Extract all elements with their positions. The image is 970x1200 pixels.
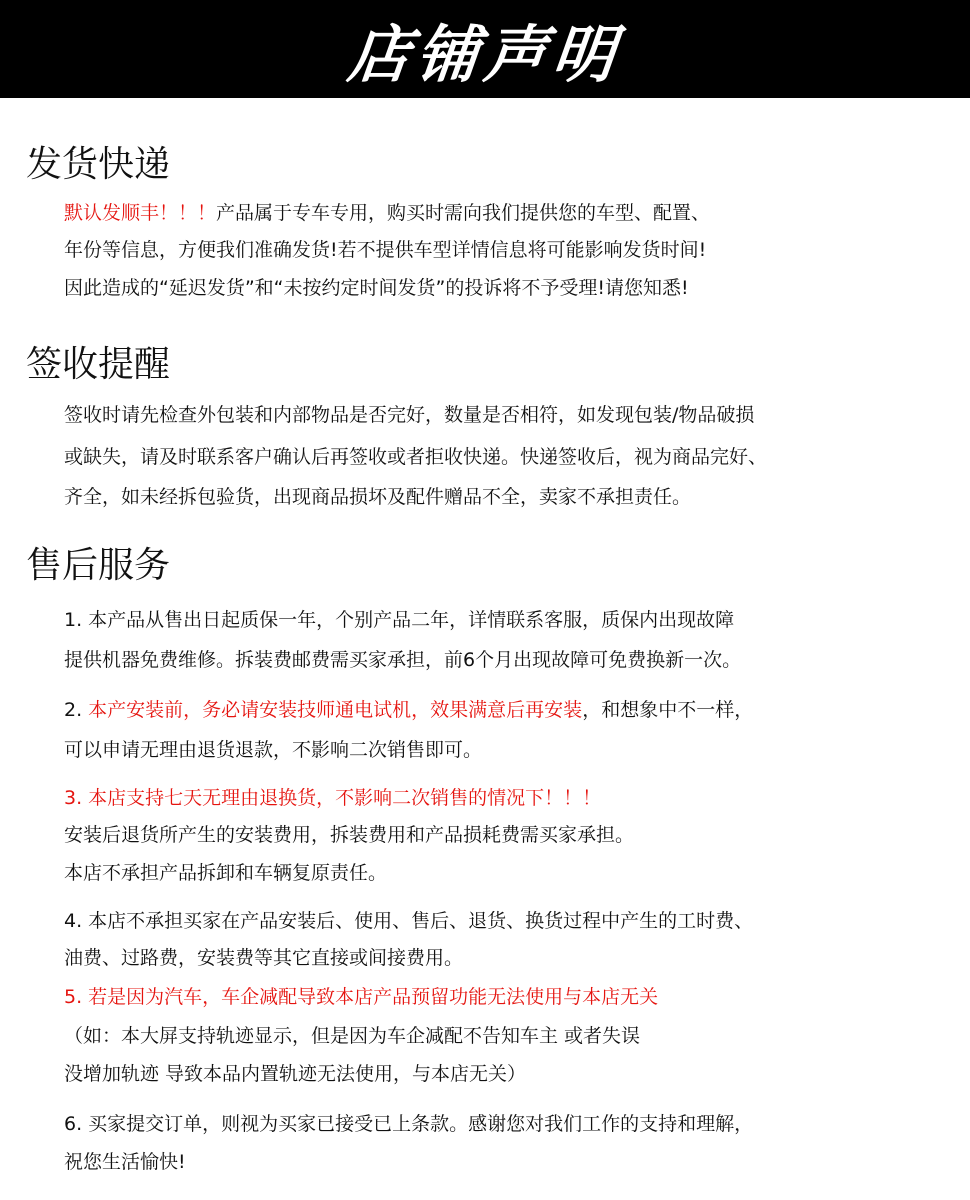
receipt-heading: 签收提醒 [26, 344, 171, 385]
after-sales-item-3-line-3: 本店不承担产品拆卸和车辆复原责任。 [64, 862, 388, 884]
shipping-line-3: 因此造成的“延迟发货”和“未按约定时间发货”的投诉将不予受理!请您知悉! [64, 277, 689, 299]
shipping-line-1 [64, 193, 710, 233]
after-sales-item-5-line-3: 没增加轨迹 导致本品内置轨迹无法使用，与本店无关） [64, 1063, 527, 1085]
receipt-line-2: 或缺失，请及时联系客户确认后再签收或者拒收快递。快递签收后，视为商品完好、 [64, 446, 768, 468]
item-2-warning: 本产安装前，务必请安装技师通电试机，效果满意后再安装 [88, 699, 583, 721]
page-title: 店铺声明 [344, 17, 625, 91]
after-sales-item-3-line-2: 安装后退货所产生的安装费用，拆装费用和产品损耗费需买家承担。 [64, 824, 635, 846]
after-sales-item-4-line-1: 4. 本店不承担买家在产品安装后、使用、售后、退货、换货过程中产生的工时费、 [64, 910, 754, 932]
after-sales-item-3-line-1: 3. 本店支持七天无理由退换货，不影响二次销售的情况下！！！ [64, 787, 602, 809]
after-sales-item-2-line-2: 可以申请无理由退货退款，不影响二次销售即可。 [64, 739, 483, 761]
after-sales-item-1-line-1: 1. 本产品从售出日起质保一年，个别产品二年，详情联系客服，质保内出现故障 [64, 609, 735, 631]
after-sales-item-2-line-1 [64, 690, 753, 730]
after-sales-item-6-line-1: 6. 买家提交订单，则视为买家已接受已上条款。感谢您对我们工作的支持和理解， [64, 1113, 754, 1135]
item-2-number: 2. [64, 699, 89, 721]
shipping-line-1-text: 产品属于专车专用，购买时需向我们提供您的车型、配置、 [216, 202, 711, 224]
after-sales-item-4-line-2: 油费、过路费，安装费等其它直接或间接费用。 [64, 947, 464, 969]
item-5-warning: 若是因为汽车，车企减配导致本店产品预留功能无法使用与本店无关 [88, 986, 659, 1008]
after-sales-item-6-line-2: 祝您生活愉快! [64, 1151, 186, 1173]
receipt-line-1: 签收时请先检查外包装和内部物品是否完好，数量是否相符，如发现包装/物品破损 [64, 404, 755, 426]
header-banner [0, 0, 970, 98]
item-5-number: 5. [64, 986, 89, 1008]
default-sf-notice: 默认发顺丰！！！ [64, 202, 217, 224]
after-sales-item-1-line-2: 提供机器免费维修。拆装费邮费需买家承担，前6个月出现故障可免费换新一次。 [64, 649, 742, 671]
after-sales-item-5-line-2: （如：本大屏支持轨迹显示，但是因为车企减配不告知车主 或者失误 [64, 1025, 641, 1047]
shipping-heading: 发货快递 [26, 144, 171, 185]
shipping-line-2: 年份等信息，方便我们准确发货!若不提供车型详情信息将可能影响发货时间! [64, 239, 707, 261]
item-2-text: ，和想象中不一样， [582, 699, 754, 721]
receipt-line-3: 齐全，如未经拆包验货，出现商品损坏及配件赠品不全，卖家不承担责任。 [64, 486, 692, 508]
after-sales-item-5-line-1 [64, 977, 658, 1017]
after-sales-heading: 售后服务 [26, 545, 171, 586]
